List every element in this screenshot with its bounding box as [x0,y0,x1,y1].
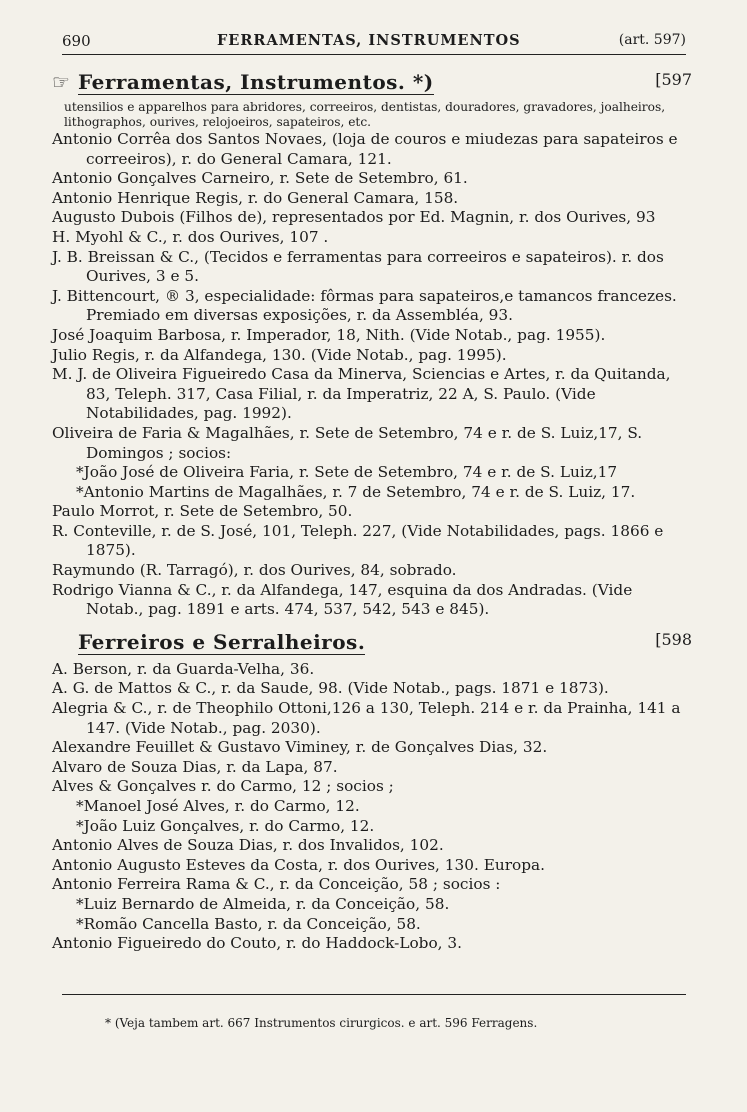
article-reference: (art. 597) [618,32,686,48]
list-item: Antonio Figueiredo do Couto, r. do Haddock-Lobo, 3. [52,934,463,953]
list-item: Antonio Augusto Esteves da Costa, r. dos Ourives, 130. Europa. [52,855,546,874]
partner-item: *Antonio Martins de Magalhães, r. 7 de Setembro, 74 e r. de S. Luiz, 17. [76,482,636,501]
list-item: A. Berson, r. da Guarda-Velha, 36. [52,659,315,678]
list-item: A. G. de Mattos & C., r. da Saude, 98. (Vide Notab., pags. 1871 e 1873). [52,679,609,698]
pointing-hand-icon: ☞ [52,70,70,94]
list-item: R. Conteville, r. de S. José, 101, Teleph. 227, (Vide Notabilidades, pags. 1866 e 1875). [52,521,664,560]
partner-item: *João Luiz Gonçalves, r. do Carmo, 12. [76,816,375,835]
running-head [62,30,686,55]
page-body [52,70,692,954]
section-number: [597 [655,70,692,89]
list-item: José Joaquim Barbosa, r. Imperador, 18, Nith. (Vide Notab., pag. 1955). [52,325,606,344]
list-item: Alexandre Feuillet & Gustavo Viminey, r. de Gonçalves Dias, 32. [52,738,548,757]
footnote: * (Veja tambem art. 667 Instrumentos cirurgicos. e art. 596 Ferragens. [105,1016,538,1030]
section-title: Ferramentas, Instrumentos. *) [78,70,434,94]
list-item: Antonio Ferreira Rama & C., r. da Conceição, 58 ; socios : [52,875,501,894]
section-title: Ferreiros e Serralheiros. [78,629,366,654]
list-item: Alves & Gonçalves r. do Carmo, 12 ; socios ; [52,777,394,796]
list-item: Raymundo (R. Tarragó), r. dos Ourives, 84, sobrado. [52,561,457,580]
list-item: Antonio Corrêa dos Santos Novaes, (loja de couros e miudezas para sapateiros e correeiros), r. do General Camara, 121. [52,130,678,168]
list-item: Alegria & C., r. de Theophilo Ottoni,126 a 130, Teleph. 214 e r. da Prainha, 141 a 147. (Vide Notab., pag. 2030). [52,699,681,737]
list-item: J. Bittencourt, ® 3, especialidade: fôrmas para sapateiros,e tamancos francezes. Premiado em diversas exposições, r. da Assembléa, 93. [52,286,677,325]
section-intro: utensilios e apparelhos para abridores, correeiros, dentistas, douradores, gravadores, joalheiros, lithographos, ourives, relojoeiros, sapateiros, etc. [64,100,666,129]
list-item: H. Myohl & C., r. dos Ourives, 107 . [52,227,329,246]
list-item: Augusto Dubois (Filhos de), representados por Ed. Magnin, r. dos Ourives, 93 [52,208,656,227]
section-heading-598 [52,630,692,658]
footnote-divider [62,994,686,995]
list-item: Alvaro de Souza Dias, r. da Lapa, 87. [52,757,338,776]
partner-item: *Romão Cancella Basto, r. da Conceição, 58. [76,914,421,933]
list-item: M. J. de Oliveira Figueiredo Casa da Minerva, Sciencias e Artes, r. da Quitanda, 83, Teleph. 317, Casa Filial, r. da Imperatriz, 22 A, S. Paulo. (Vide Notabilidades, pag. 1992). [52,365,671,423]
page-number: 690 [62,32,91,50]
list-item: J. B. Breissan & C., (Tecidos e ferramentas para correeiros e sapateiros). r. dos Ourives, 3 e 5. [52,247,664,286]
partner-item: *João José de Oliveira Faria, r. Sete de Setembro, 74 e r. de S. Luiz,17 [76,463,618,482]
partner-item: *Manoel José Alves, r. do Carmo, 12. [76,797,360,815]
section-heading-597 [52,70,692,98]
list-item: Oliveira de Faria & Magalhães, r. Sete de Setembro, 74 e r. de S. Luiz,17, S. Domingos ; socios: [52,423,643,462]
running-title: FERRAMENTAS, INSTRUMENTOS [217,32,521,49]
list-item: Julio Regis, r. da Alfandega, 130. (Vide Notab., pag. 1995). [52,345,507,364]
list-item: Antonio Henrique Regis, r. do General Camara, 158. [52,188,459,207]
section-number: [598 [655,629,692,649]
list-item: Paulo Morrot, r. Sete de Setembro, 50. [52,502,353,521]
list-item: Antonio Alves de Souza Dias, r. dos Invalidos, 102. [52,836,444,855]
list-item: Rodrigo Vianna & C., r. da Alfandega, 147, esquina da dos Andradas. (Vide Notab., pag. 1891 e arts. 474, 537, 542, 543 e 845). [52,580,633,619]
list-item: Antonio Gonçalves Carneiro, r. Sete de Setembro, 61. [52,169,468,188]
partner-item: *Luiz Bernardo de Almeida, r. da Conceição, 58. [76,894,450,913]
